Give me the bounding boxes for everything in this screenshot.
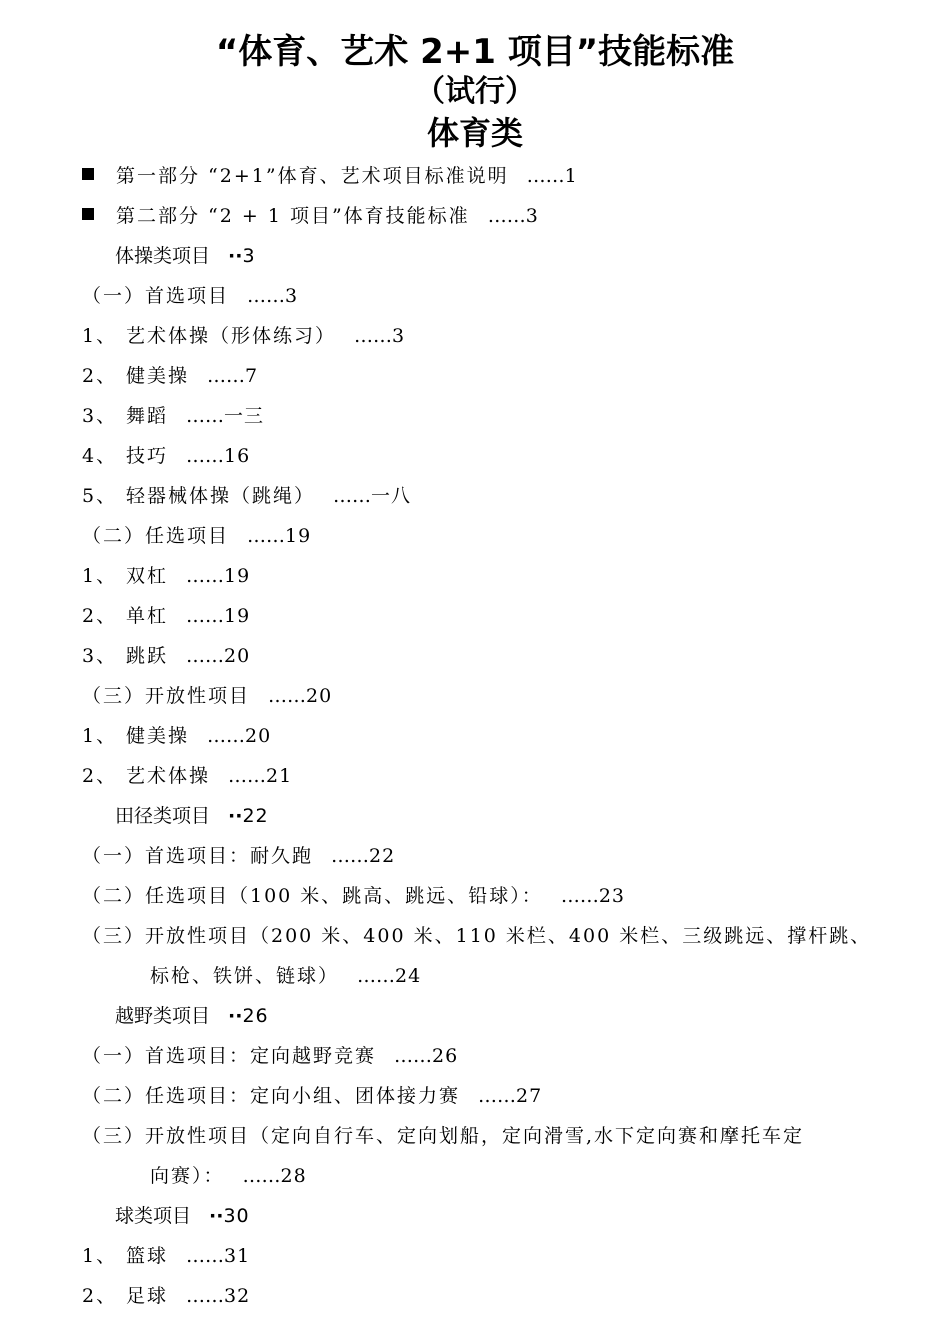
toc-page-number: 28 [280,1165,307,1187]
toc-row[interactable] [0,516,950,556]
document-title: “体育、艺术 2+1 项目”技能标准 [215,32,735,72]
toc-leader-dots: …… [394,1045,433,1067]
toc-page-number: 1 [564,165,578,187]
table-of-contents [0,156,950,1316]
toc-item-label: 艺术体操（形体练习） [126,325,337,347]
toc-leader-dots: ·· [228,1005,243,1027]
toc-item-number: 2、 [82,605,118,627]
toc-item-number: 3、 [82,645,118,667]
square-bullet-icon [82,208,94,220]
toc-page-number: 26 [432,1045,459,1067]
toc-leader-dots: …… [242,1165,281,1187]
toc-item-label: 双杠 [126,565,169,587]
toc-category-row[interactable] [0,236,950,276]
toc-page-number: 16 [224,445,251,467]
toc-leader-dots: …… [207,725,246,747]
toc-page-number: 32 [224,1285,251,1307]
toc-page-number: 3 [285,285,299,307]
toc-item-label: 跳跃 [126,645,169,667]
toc-row[interactable] [0,556,950,596]
toc-page-number: 7 [245,365,259,387]
toc-leader-dots: …… [560,885,599,907]
toc-item-label: 单杠 [126,605,169,627]
toc-row[interactable] [0,636,950,676]
toc-item-label: 技巧 [126,445,169,467]
toc-leader-dots: …… [186,645,225,667]
toc-row[interactable] [0,1156,950,1196]
toc-item-number: 1、 [82,325,118,347]
toc-item-label: 篮球 [126,1245,169,1267]
toc-item-label: 足球 [126,1285,169,1307]
toc-item-label: （一）首选项目：耐久跑 [82,845,314,867]
toc-row[interactable] [0,596,950,636]
toc-row[interactable] [0,1276,950,1316]
toc-item-label: （一）首选项目：定向越野竞赛 [82,1045,377,1067]
toc-page-number: 31 [224,1245,251,1267]
toc-row[interactable] [0,956,950,996]
toc-item-label: 健美操 [126,365,190,387]
toc-item-label: 舞蹈 [126,405,169,427]
toc-item-number: 4、 [82,445,118,467]
toc-category-row[interactable] [0,796,950,836]
toc-leader-dots: …… [487,205,526,227]
toc-item-label: 田径类项目 [115,805,211,827]
toc-leader-dots: …… [333,485,372,507]
toc-category-row[interactable] [0,1196,950,1236]
toc-part-row[interactable] [0,156,950,196]
section-title: 体育类 [426,114,523,152]
toc-item-label: 标枪、铁饼、链球） [150,965,340,987]
toc-category-row[interactable] [0,996,950,1036]
toc-item-label: （二）任选项目：定向小组、团体接力赛 [82,1085,461,1107]
toc-leader-dots: …… [354,325,393,347]
toc-item-label: （一）首选项目 [82,285,230,307]
toc-row[interactable] [0,1076,950,1116]
toc-item-label: （二）任选项目 [82,525,230,547]
toc-leader-dots: ·· [228,245,243,267]
toc-item-number: 5、 [82,485,118,507]
toc-leader-dots: …… [526,165,565,187]
toc-item-number: 2、 [82,1285,118,1307]
toc-item-label: 第二部分 “2 + 1 项目”体育技能标准 [116,205,470,227]
toc-item-number: 2、 [82,365,118,387]
toc-row[interactable] [0,476,950,516]
toc-item-number: 1、 [82,565,118,587]
toc-row[interactable] [0,676,950,716]
toc-leader-dots: …… [228,765,267,787]
toc-page-number: 22 [242,805,269,827]
toc-item-label: （三）开放性项目 [82,685,251,707]
toc-page-number: 19 [224,565,251,587]
toc-page-number: 20 [245,725,272,747]
toc-page-number: 24 [395,965,422,987]
toc-row[interactable] [0,756,950,796]
toc-row[interactable] [0,876,950,916]
document-subtitle: （试行） [415,74,535,109]
toc-row[interactable] [0,316,950,356]
toc-item-number: 1、 [82,725,118,747]
toc-row[interactable] [0,1116,950,1156]
toc-item-label: 艺术体操 [126,765,211,787]
toc-item-label: （三）开放性项目（定向自行车、定向划船，定向滑雪,水下定向赛和摩托车定 [82,1125,805,1147]
toc-item-number: 2、 [82,765,118,787]
toc-leader-dots: …… [186,445,225,467]
toc-item-label: 向赛）： [150,1165,225,1187]
toc-item-label: （二）任选项目（100 米、跳高、跳远、铅球）： [82,885,543,907]
toc-page-number: 22 [369,845,396,867]
toc-leader-dots: …… [357,965,396,987]
toc-item-number: 3、 [82,405,118,427]
toc-leader-dots: …… [186,405,225,427]
toc-leader-dots: ·· [209,1205,224,1227]
toc-leader-dots: …… [247,285,286,307]
toc-leader-dots: …… [186,605,225,627]
toc-page-number: 20 [224,645,251,667]
toc-page-number: 20 [306,685,333,707]
toc-row[interactable] [0,396,950,436]
toc-page-number: 3 [525,205,539,227]
toc-leader-dots: …… [478,1085,517,1107]
toc-item-label: 越野类项目 [115,1005,211,1027]
toc-row[interactable] [0,356,950,396]
toc-leader-dots: ·· [228,805,243,827]
toc-row[interactable] [0,716,950,756]
toc-leader-dots: …… [186,565,225,587]
toc-row[interactable] [0,276,950,316]
square-bullet-icon [82,168,94,180]
toc-page-number: 27 [516,1085,543,1107]
toc-page-number: 3 [242,245,256,267]
toc-page-number: 30 [223,1205,250,1227]
toc-item-number: 1、 [82,1245,118,1267]
toc-page-number: 一八 [371,485,412,507]
toc-leader-dots: …… [186,1245,225,1267]
toc-leader-dots: …… [247,525,286,547]
toc-part-row[interactable] [0,196,950,236]
toc-row[interactable] [0,836,950,876]
toc-page-number: 3 [392,325,406,347]
toc-page-number: 19 [285,525,312,547]
toc-page-number: 21 [266,765,293,787]
toc-item-label: 轻器械体操（跳绳） [126,485,316,507]
toc-item-label: 体操类项目 [115,245,211,267]
toc-leader-dots: …… [207,365,246,387]
toc-page-number: 23 [598,885,625,907]
toc-item-label: （三）开放性项目（200 米、400 米、110 米栏、400 米栏、三级跳远、撑杆跳、 [82,925,872,947]
toc-row[interactable] [0,1236,950,1276]
toc-leader-dots: …… [331,845,370,867]
toc-row[interactable] [0,436,950,476]
toc-item-label: 球类项目 [115,1205,192,1227]
toc-row[interactable] [0,1036,950,1076]
toc-item-label: 健美操 [126,725,190,747]
toc-page-number: 一三 [224,405,265,427]
toc-page-number: 19 [224,605,251,627]
toc-row[interactable] [0,916,950,956]
toc-leader-dots: …… [186,1285,225,1307]
toc-leader-dots: …… [268,685,307,707]
toc-page-number: 26 [242,1005,269,1027]
toc-item-label: 第一部分 “2+1”体育、艺术项目标准说明 [116,165,509,187]
